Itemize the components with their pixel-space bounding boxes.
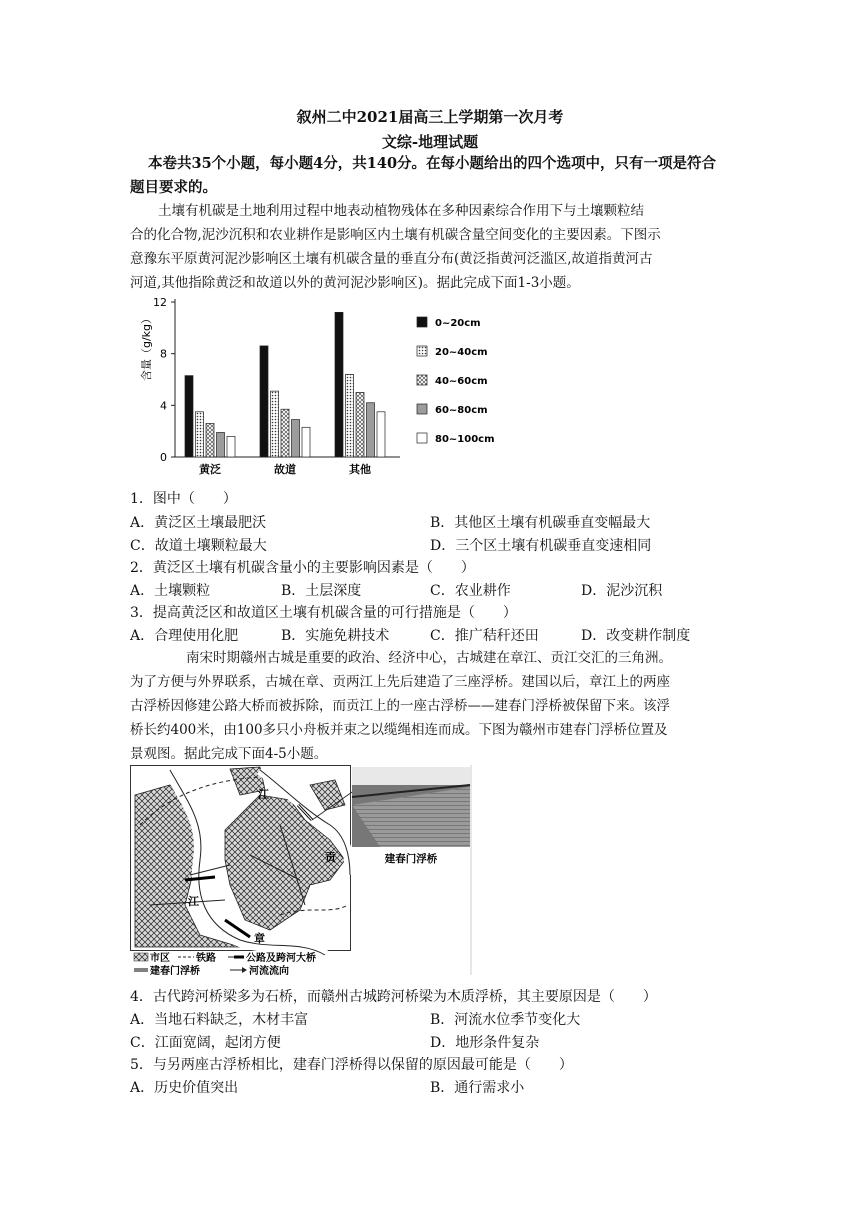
q3-option-d: D．改变耕作制度 <box>581 628 691 644</box>
passage-1-line: 合的化合物,泥沙沉积和农业耕作是影响区内土壤有机碳含量空间变化的主要因素。下图示 <box>130 227 661 243</box>
y-tick-label: 4 <box>160 399 167 413</box>
passage-2-line: 景观图。据此完成下面4-5小题。 <box>130 746 328 762</box>
legend-swatch <box>417 404 427 414</box>
bar-1-4 <box>302 427 310 457</box>
map-label-zhang: 章 <box>254 932 265 945</box>
q2-option-d: D．泥沙沉积 <box>581 583 663 599</box>
legend-city: 市区 <box>150 953 170 964</box>
passage-1 <box>130 199 730 295</box>
question-1-stem: 1．图中（ ） <box>130 491 237 507</box>
soil-carbon-bar-chart <box>130 292 500 477</box>
bar-2-4 <box>377 412 385 457</box>
y-axis-label: 含量（g/kg） <box>140 312 153 382</box>
legend-label: 60~80cm <box>435 405 488 416</box>
legend-swatch-city <box>134 953 148 961</box>
bar-1-0 <box>260 346 268 457</box>
q2-option-a: A．土壤颗粒 <box>130 583 211 599</box>
bar-2-2 <box>356 392 364 457</box>
question-4-stem: 4．古代跨河桥梁多为石桥，而赣州古城跨河桥梁为木质浮桥，其主要原因是（ ） <box>130 989 657 1005</box>
bar-0-3 <box>217 432 225 457</box>
bar-2-0 <box>335 312 343 457</box>
legend-swatch <box>417 317 427 327</box>
bridge-photo <box>352 767 470 847</box>
bar-0-1 <box>196 412 204 457</box>
page-title: 叙州二中2021届高三上学期第一次月考 <box>296 108 564 126</box>
passage-1-line: 意豫东平原黄河泥沙影响区土壤有机碳含量的垂直分布(黄泛指黄河泛滥区,故道指黄河古 <box>130 251 653 267</box>
q5-option-a: A．历史价值突出 <box>130 1080 239 1096</box>
bar-1-1 <box>271 391 279 457</box>
legend-label: 20~40cm <box>435 347 488 358</box>
q2-option-c: C．农业耕作 <box>430 583 511 599</box>
q1-option-d: D．三个区土壤有机碳垂直变速相同 <box>430 538 652 554</box>
q4-option-d: D．地形条件复杂 <box>430 1035 540 1051</box>
bar-1-3 <box>292 420 300 457</box>
y-tick-label: 8 <box>160 347 167 361</box>
q3-option-a: A．合理使用化肥 <box>130 628 239 644</box>
bar-0-0 <box>185 376 193 457</box>
x-category-label: 其他 <box>349 463 371 476</box>
passage-2-line: 桥长约400米，由100多只小舟板并束之以缆绳相连而成。下图为赣州市建春门浮桥位置及 <box>130 722 668 738</box>
y-tick-label: 0 <box>160 451 167 464</box>
passage-2 <box>130 646 730 766</box>
legend-label: 40~60cm <box>435 376 488 387</box>
bar-0-2 <box>206 423 214 457</box>
x-category-label: 故道 <box>274 463 296 476</box>
bar-1-2 <box>281 409 289 457</box>
q5-option-b: B．通行需求小 <box>430 1080 525 1096</box>
bar-2-1 <box>346 374 354 457</box>
photo-caption: 建春门浮桥 <box>384 853 438 865</box>
q3-option-b: B．实施免耕技术 <box>281 628 390 644</box>
page-subtitle: 文综-地理试题 <box>381 133 479 151</box>
passage-2-line: 为了方便与外界联系，古城在章、贡两江上先后建造了三座浮桥。建国以后，章江上的两座 <box>130 674 670 690</box>
question-2-stem: 2．黄泛区土壤有机碳含量小的主要影响因素是（ ） <box>130 560 475 576</box>
q1-option-a: A．黄泛区土壤最肥沃 <box>130 515 267 531</box>
legend-label: 80~100cm <box>435 434 495 445</box>
legend-swatch <box>417 433 427 443</box>
q3-option-c: C．推广秸秆还田 <box>430 628 539 644</box>
passage-1-line: 河道,其他指除黄泛和故道以外的黄河泥沙影响区)。据此完成下面1-3小题。 <box>130 275 580 291</box>
passage-1-line: 土壤有机碳是土地利用过程中地表动植物残体在多种因素综合作用下与土壤颗粒结 <box>158 203 644 219</box>
legend-float: 建春门浮桥 <box>150 966 200 977</box>
bar-2-3 <box>367 403 375 457</box>
legend-swatch-flow <box>242 967 247 973</box>
q2-option-b: B．土层深度 <box>281 583 362 599</box>
map-legend <box>134 951 316 977</box>
map-label-gong: 贡 <box>325 851 336 864</box>
q1-option-b: B．其他区土壤有机碳垂直变幅最大 <box>430 515 651 531</box>
legend-road: 公路及跨河大桥 <box>246 953 316 964</box>
q4-option-b: B．河流水位季节变化大 <box>430 1012 581 1028</box>
q4-option-a: A．当地石料缺乏，木材丰富 <box>130 1012 309 1028</box>
y-tick-label: 12 <box>153 296 167 309</box>
question-5-stem: 5．与另两座古浮桥相比，建春门浮桥得以保留的原因最可能是（ ） <box>130 1057 573 1073</box>
map-label-jiang-2: 江 <box>188 895 199 908</box>
passage-2-line: 古浮桥因修建公路大桥而被拆除，而贡江上的一座古浮桥——建春门浮桥被保留下来。该浮 <box>130 698 670 714</box>
passage-2-line: 南宋时期赣州古城是重要的政治、经济中心，古城建在章江、贡江交汇的三角洲。 <box>186 650 672 666</box>
legend-swatch <box>417 346 427 356</box>
legend-label: 0~20cm <box>435 318 481 329</box>
legend-rail: 铁路 <box>196 953 216 964</box>
ganzhou-bridge-map <box>130 765 475 977</box>
instructions: 本卷共35个小题，每小题4分，共140分。在每小题给出的四个选项中，只有一项是符合题目要求的。 <box>130 155 717 196</box>
legend-flow: 河流流向 <box>249 966 289 977</box>
legend-swatch <box>417 375 427 385</box>
q4-option-c: C．江面宽阔，起闭方便 <box>130 1035 281 1051</box>
x-category-label: 黄泛 <box>199 463 221 476</box>
bar-0-4 <box>227 436 235 457</box>
question-3-stem: 3．提高黄泛区和故道区土壤有机碳含量的可行措施是（ ） <box>130 605 517 621</box>
map-label-jiang-1: 江 <box>258 788 269 801</box>
q1-option-c: C．故道土壤颗粒最大 <box>130 538 267 554</box>
